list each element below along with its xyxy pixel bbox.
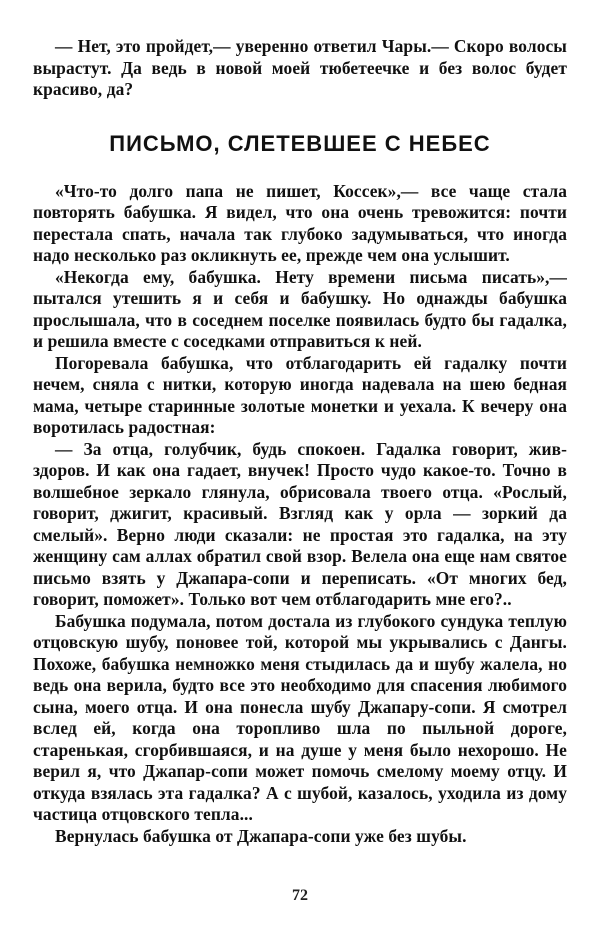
book-page bbox=[33, 36, 567, 847]
paragraph-5: Бабушка подумала, потом достала из глубокого сундука теплую отцовскую шубу, поновее той, которой мы укрывались с Дангы. Похоже, бабушка немножко меня стыдилась да и шубу жалела, но ведь она верила, будто все это необходимо для спасения любимого сына, моего отца. И она понесла шубу Джапару-сопи. Я смотрел вслед ей, когда она торопливо шла по пыльной дороге, старенькая, сгорбившаяся, и на душе у меня было нехорошо. Не верил я, что Джапар-сопи может помочь смелому моему отцу. И откуда взялась эта гадалка? А с шубой, казалось, уходила из дому частица отцовского тепла... bbox=[33, 610, 567, 824]
paragraph-6: Вернулась бабушка от Джапара-сопи уже без шубы. bbox=[55, 825, 467, 846]
paragraph-4: — За отца, голубчик, будь спокоен. Гадалка говорит, жив-здоров. И как она гадает, внучек! Просто чудо какое-то. Точно в волшебное зеркало глянула, обрисовала твоего отца. «Рослый, говорит, джигит, красивый. Взгляд как у орла — зоркий да смелый». Верно люди сказали: не простая это гадалка, на эту женщину сам аллах обратил свой взор. Велела она еще нам святое письмо взять у Джапара-сопи и переписать. «От многих бед, говорит, поможет». Только вот чем отблагодарить мне его?.. bbox=[33, 438, 567, 609]
paragraph-2: «Некогда ему, бабушка. Нету времени письма писать»,— пытался утешить я и себя и бабушку. Но однажды бабушка прослышала, что в соседнем поселке появилась будто бы гадалка, и решила вместе с соседками отправиться к ней. bbox=[33, 266, 567, 351]
paragraph-3: Погоревала бабушка, что отблагодарить ей гадалку почти нечем, сняла с нитки, которую иногда надевала на шею бедная мама, четыре старинные золотые монетки и уехала. К вечеру она воротилась радостная: bbox=[33, 352, 567, 437]
page-number: 72 bbox=[292, 887, 308, 904]
intro-paragraph: — Нет, это пройдет,— уверенно ответил Чары.— Скоро волосы вырастут. Да ведь в новой моей тюбетеечке и без волос будет красиво, да? bbox=[33, 36, 567, 99]
chapter-title: ПИСЬМО, СЛЕТЕВШЕЕ С НЕБЕС bbox=[109, 130, 491, 156]
paragraph-1: «Что-то долго папа не пишет, Коссек»,— все чаще стала повторять бабушка. Я видел, что она очень тревожится: почти перестала спать, начала так глубоко задумываться, что иногда надо несколько раз окликнуть ее, прежде чем она услышит. bbox=[33, 180, 567, 265]
